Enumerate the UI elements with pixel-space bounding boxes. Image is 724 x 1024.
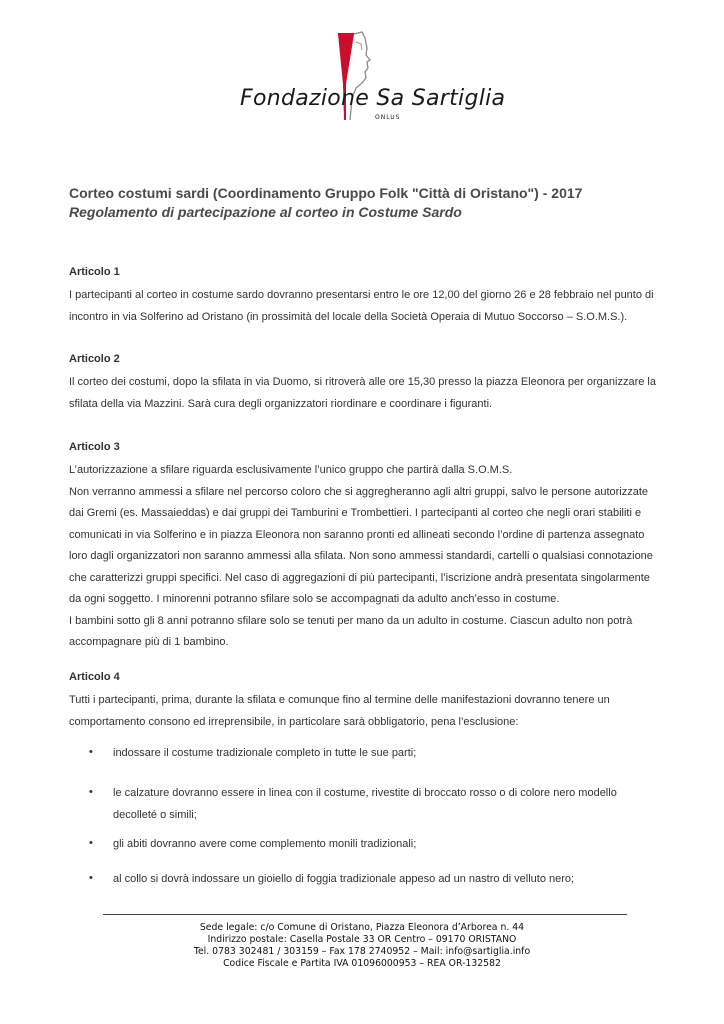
footer-postal: Indirizzo postale: Casella Postale 33 OR Centro – 09170 ORISTANO	[207, 934, 517, 945]
text-line: sfilata della via Mazzini. Sarà cura degli organizzatori riordinare e coordinare i figuranti.	[69, 397, 493, 410]
text-line: comportamento consono ed irreprensibile, in particolare sarà obbligatorio, pena l’esclusione:	[69, 715, 519, 728]
article-3-heading: Articolo 3	[69, 441, 120, 453]
document-title: Corteo costumi sardi (Coordinamento Gruppo Folk "Città di Oristano") - 2017	[69, 185, 583, 201]
text-line: decolleté o simili;	[113, 808, 197, 821]
article-4-text	[69, 690, 659, 733]
text-line: indossare il costume tradizionale completo in tutte le sue parti;	[113, 747, 417, 759]
text-line: accompagnare più di 1 bambino.	[69, 636, 229, 648]
bullet-icon: •	[89, 837, 93, 849]
article-1-heading: Articolo 1	[69, 266, 120, 278]
list-item	[113, 834, 659, 856]
page-footer	[0, 922, 724, 970]
bullet-icon: •	[89, 872, 93, 884]
text-line: Tutti i partecipanti, prima, durante la sfilata e comunque fino al termine delle manifestazioni dovranno tenere un	[69, 694, 610, 706]
text-line: le calzature dovranno essere in linea con il costume, rivestite di broccato rosso o di colore nero modello	[113, 787, 617, 799]
text-line: da ogni soggetto. I minorenni potranno sfilare solo se accompagnati da adulto anch’esso in costume.	[69, 593, 560, 605]
logo-onlus: ONLUS	[375, 114, 401, 121]
text-line: al collo si dovrà indossare un gioiello di foggia tradizionale appeso ad un nastro di velluto nero;	[113, 873, 575, 885]
bullet-icon: •	[89, 746, 93, 758]
document-subtitle: Regolamento di partecipazione al corteo in Costume Sardo	[69, 204, 462, 220]
text-line: che caratterizzi gruppi specifici. Nel caso di aggregazioni di più partecipanti, l’iscrizione andrà presentata singolarmente	[69, 571, 650, 584]
article-1-text	[69, 285, 659, 328]
text-line: dai Gremi (es. Massaieddas) e dai gruppi dei Tamburini e Trombettieri. I partecipanti al corteo che negli orari stabiliti e	[69, 507, 642, 519]
article-2-heading: Articolo 2	[69, 353, 120, 365]
text-line: Il corteo dei costumi, dopo la sfilata in via Duomo, si ritroverà alle ore 15,30 presso la piazza Eleonora per organizzare la	[69, 376, 656, 388]
footer-contacts: Tel. 0783 302481 / 303159 – Fax 178 2740952 – Mail: info@sartiglia.info	[193, 946, 531, 957]
list-item	[113, 743, 659, 765]
text-line: L’autorizzazione a sfilare riguarda esclusivamente l’unico gruppo che partirà dalla S.O.M.S.	[69, 464, 513, 476]
footer-fiscal: Codice Fiscale e Partita IVA 01096000953 – REA OR-132582	[223, 958, 501, 969]
bullet-icon: •	[89, 786, 93, 798]
text-line: comunicati in via Solferino e in piazza Eleonora non saranno pronti ed allineati secondo l’ordine di partenza assegnato	[69, 528, 645, 541]
article-4-heading: Articolo 4	[69, 671, 120, 683]
text-line: Non verranno ammessi a sfilare nel percorso coloro che si aggregheranno agli altri gruppi, salvo le persone autorizzate	[69, 485, 649, 498]
article-2-text	[69, 372, 659, 415]
footer-divider	[103, 914, 627, 915]
footer-address: Sede legale: c/o Comune di Oristano, Piazza Eleonora d’Arborea n. 44	[199, 922, 525, 933]
foundation-logo	[236, 28, 506, 132]
text-line: I bambini sotto gli 8 anni potranno sfilare solo se tenuti per mano da un adulto in costume. Ciascun adulto non potrà	[69, 614, 633, 627]
text-line: loro dagli organizzatori non saranno ammessi alla sfilata. Non sono ammessi standardi, cartelli o qualsiasi connotazione	[69, 550, 653, 562]
text-line: I partecipanti al corteo in costume sardo dovranno presentarsi entro le ore 12,00 del giorno 26 e 28 febbraio nel punto di	[69, 289, 654, 301]
list-item	[113, 869, 659, 891]
list-item	[113, 783, 659, 826]
text-line: incontro in via Solferino ad Oristano (in prossimità del locale della Società Operaia di Mutuo Soccorso – S.O.M.S.).	[69, 310, 628, 323]
article-3-text	[69, 460, 659, 654]
text-line: gli abiti dovranno avere come complemento monili tradizionali;	[113, 838, 417, 850]
logo-wordmark: Fondazione Sa Sartiglia	[240, 86, 506, 111]
